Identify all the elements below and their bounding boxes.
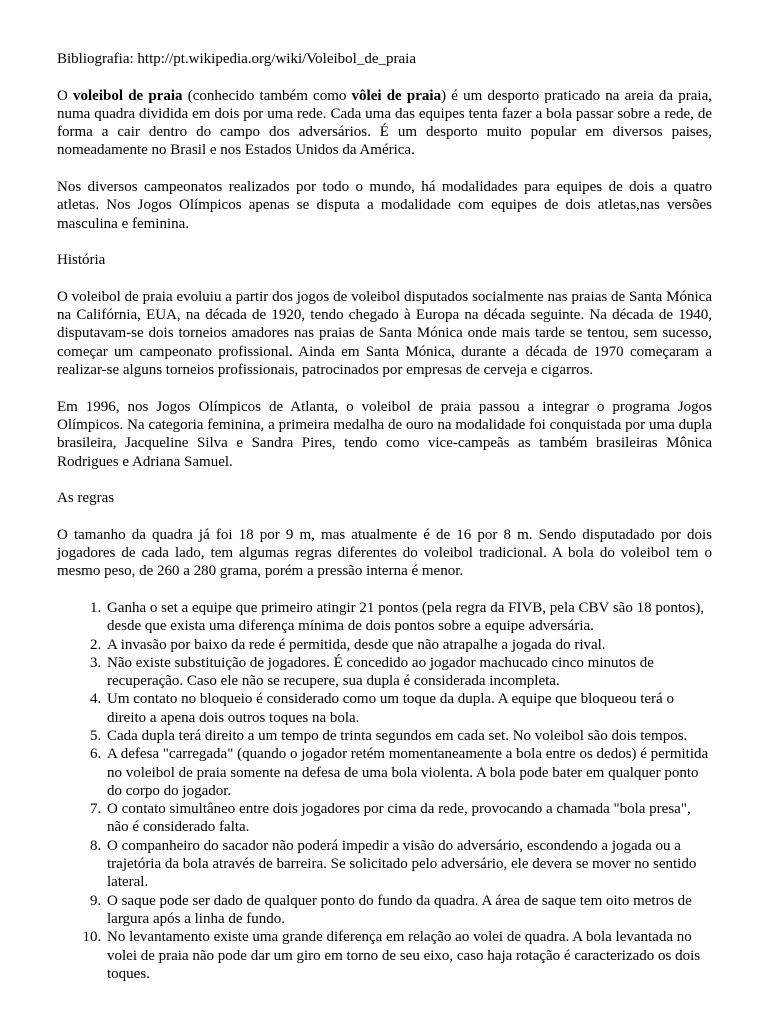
paragraph-history-origin: O voleibol de praia evoluiu a partir dos jogos de voleibol disputados socialmente nas praias de Santa Mónica na Califórnia, EUA, na década de 1920, tendo chegado à Europa na década seguinte. Na década de 1940, disputavam-se dois torneios amadores nas praias de Santa Mónica onde mais tarde se tentou, sem sucesso, começar um campeonato profissional. Ainda em Santa Mónica, durante a década de 1970 começaram a realizar-se alguns torneios profissionais, patrocinados por empresas de cerveja e cigarros. (57, 288, 712, 379)
intro-bold-volei-de-praia: vôlei de praia (351, 87, 442, 104)
paragraph-history-olympics: Em 1996, nos Jogos Olímpicos de Atlanta, o voleibol de praia passou a integrar o programa Jogos Olímpicos. Na categoria feminina, a primeira medalha de ouro na modalidade foi conquistada por uma dupla brasileira, Jacqueline Silva e Sandra Pires, tendo como vice-campeãs as também brasileiras Mônica Rodrigues e Adriana Samuel. (57, 398, 712, 470)
rule-item-1: 1. Ganha o set a equipe que primeiro atingir 21 pontos (pela regra da FIVB, pela CBV são 18 pontos), desde que exista uma diferença mínima de dois pontos sobre a equipe adversária. (105, 599, 712, 636)
rules-list (57, 599, 712, 983)
heading-historia: História (57, 252, 106, 269)
rule-item-5: 5. Cada dupla terá direito a um tempo de trinta segundos em cada set. No voleibol são dois tempos. (105, 727, 712, 745)
rule-item-2: 2. A invasão por baixo da rede é permitida, desde que não atrapalhe a jogada do rival. (105, 636, 712, 654)
rule-item-7: 7. O contato simultâneo entre dois jogadores por cima da rede, provocando a chamada "bola presa", não é considerado falta. (105, 800, 712, 837)
intro-paragraph (57, 87, 712, 160)
rule-item-9: 9. O saque pode ser dado de qualquer ponto do fundo da quadra. A área de saque tem oito metros de largura após a linha de fundo. (105, 892, 712, 929)
intro-text-rest: ) é um desporto praticado na areia da praia, numa quadra dividida em dois por uma rede. Cada uma das equipes tenta fazer a bola passar sobre a rede, de forma a cair dentro do campo dos adversários. É um desporto muito popular em diversos paises, nomeadamente no Brasil e nos Estados Unidos da América. (57, 87, 712, 159)
rule-item-3: 3. Não existe substituição de jogadores. É concedido ao jogador machucado cinco minutos de recuperação. Caso ele não se recupere, sua dupla é considerada incompleta. (105, 654, 712, 691)
intro-text-mid: (conhecido também como (182, 87, 352, 104)
intro-text-start: O (57, 87, 74, 104)
heading-as-regras: As regras (57, 490, 115, 507)
intro-bold-voleibol-de-praia: voleibol de praia (73, 87, 183, 104)
paragraph-championships: Nos diversos campeonatos realizados por todo o mundo, há modalidades para equipes de dois a quatro atletas. Nos Jogos Olímpicos apenas se disputa a modalidade com equipes de dois atletas,nas versões masculina e feminina. (57, 179, 712, 232)
rule-item-6: 6. A defesa "carregada" (quando o jogador retém momentaneamente a bola entre os dedos) é permitida no voleibol de praia somente na defesa de uma bola violenta. A bola pode bater em qualquer ponto do corpo do jogador. (105, 745, 712, 800)
bibliography-line: Bibliografia: http://pt.wikipedia.org/wiki/Voleibol_de_praia (57, 51, 416, 67)
rule-item-8: 8. O companheiro do sacador não poderá impedir a visão do adversário, escondendo a jogada ou a trajetória da bola através de barreira. Se solicitado pelo adversário, ele devera se mover no sentido lateral. (105, 837, 712, 892)
rule-item-4: 4. Um contato no bloqueio é considerado como um toque da dupla. A equipe que bloqueou terá o direito a apena dois outros toques na bola. (105, 690, 712, 727)
paragraph-court-dimensions: O tamanho da quadra já foi 18 por 9 m, mas atualmente é de 16 por 8 m. Sendo disputadado por dois jogadores de cada lado, tem algumas regras diferentes do voleibol tradicional. A bola do voleibol tem o mesmo peso, de 260 a 280 grama, porém a pressão interna é menor. (57, 526, 712, 580)
rule-item-10: 10. No levantamento existe uma grande diferença em relação ao volei de quadra. A bola levantada no volei de praia não pode dar um giro em torno de seu eixo, caso haja rotação é caracterizado os dois toques. (105, 928, 712, 983)
